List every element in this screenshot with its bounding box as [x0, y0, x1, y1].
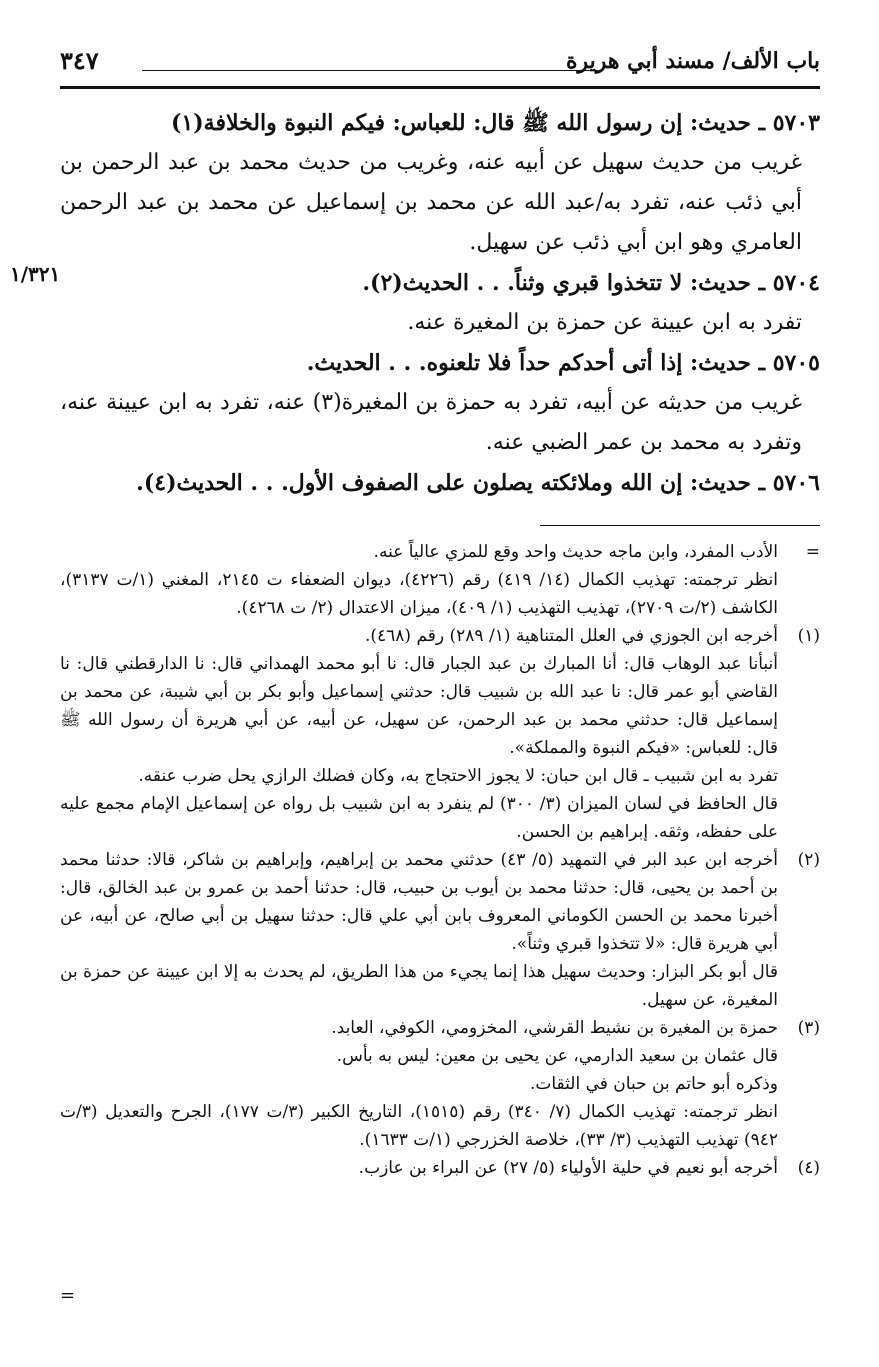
footnote-paragraph: أخرجه ابن عبد البر في التمهيد (٥/ ٤٣) حدثني محمد بن إبراهيم، وإبراهيم بن شاكر، قالا: حدثنا محمد بن أحمد بن يحيى، قال: حدثنا محمد بن أيوب بن حبيب، قال: حدثنا أحمد بن عمرو بن عبد الخالق، قال: أخبرنا محمد بن الحسن الكوماني المعروف بابن أبي علي قال: حدثنا سهيل بن أبي صالح، عن أبيه، عن أبي هريرة قال: «لا تتخذوا قبري وثناً».: [60, 850, 779, 954]
commentary-paragraph: تفرد به ابن عيينة عن حمزة بن المغيرة عنه.: [407, 310, 802, 335]
footnote-paragraph: حمزة بن المغيرة بن نشيط القرشي، المخزومي، الكوفي، العابد.: [331, 1018, 778, 1038]
footnote-mark: (٣): [797, 1018, 820, 1038]
footnote: [60, 1014, 820, 1154]
footnote-paragraph: قال الحافظ في لسان الميزان (٣/ ٣٠٠) لم ينفرد به ابن شبيب بل رواه عن إسماعيل الإمام مجمع عليه على حفظه، وثقه. إبراهيم بن الحسن.: [60, 794, 778, 842]
footnote: [60, 846, 820, 1014]
page-number: ٣٤٧: [60, 46, 99, 75]
footnote-paragraph: الأدب المفرد، وابن ماجه حديث واحد وقع للمزي عالياً عنه.: [373, 542, 778, 562]
page-header: [60, 40, 820, 89]
commentary-paragraph: غريب من حديثه عن أبيه، تفرد به حمزة بن المغيرة(٣) عنه، تفرد به ابن عيينة عنه، وتفرد به محمد بن عمر الضبي عنه.: [60, 390, 802, 455]
footnote-mark: (٢): [797, 850, 820, 870]
hadith-heading: ٥٧٠٤ ـ حديث: لا تتخذوا قبري وثناً. . . الحديث(٢).: [362, 270, 820, 296]
main-text: [60, 103, 820, 503]
continuation-mark: =: [60, 1285, 76, 1306]
footnote-paragraph: تفرد به ابن شبيب ـ قال ابن حبان: لا يجوز الاحتجاج به، وكان فضلك الرازي يحل ضرب عنقه.: [138, 766, 778, 786]
footnote-paragraph: قال أبو بكر البزار: وحديث سهيل هذا إنما يجيء من هذا الطريق، لم يحدث به إلا ابن عيينة عن حمزة بن المغيرة، عن سهيل.: [60, 962, 778, 1010]
footnote-mark: =: [805, 542, 820, 562]
footnote-paragraph: وذكره أبو حاتم بن حبان في الثقات.: [529, 1074, 778, 1094]
footnote: [60, 1154, 820, 1182]
hadith-heading: ٥٧٠٣ ـ حديث: إن رسول الله ﷺ قال: للعباس: فيكم النبوة والخلافة(١): [170, 110, 820, 136]
footnote-paragraph: قال عثمان بن سعيد الدارمي، عن يحيى بن معين: ليس به بأس.: [336, 1046, 778, 1066]
hadith-heading: ٥٧٠٦ ـ حديث: إن الله وملائكته يصلون على الصفوف الأول. . . الحديث(٤).: [136, 470, 820, 496]
footnotes: [60, 538, 820, 1182]
header-rule: [142, 70, 598, 71]
footnote-mark: (١): [797, 626, 820, 646]
footnote-mark: (٤): [797, 1158, 820, 1178]
footnote-paragraph: أخرجه أبو نعيم في حلية الأولياء (٥/ ٢٧) عن البراء بن عازب.: [358, 1158, 778, 1178]
footnote-separator: [540, 525, 820, 526]
footnote-paragraph: انظر ترجمته: تهذيب الكمال (٧/ ٣٤٠) رقم (١٥١٥)، التاريخ الكبير (٣/ت ١٧٧)، الجرح والتعديل (٣/ت ٩٤٢) تهذيب التهذيب (٣/ ٣٣)، خلاصة الخزرجي (١/ت ١٦٣٣).: [60, 1102, 778, 1150]
footnote: [60, 538, 820, 622]
footnote-paragraph: انظر ترجمته: تهذيب الكمال (١٤/ ٤١٩) رقم (٤٢٢٦)، ديوان الضعفاء ت ٢١٤٥، المغني (١/ت ٣١٣٧)، الكاشف (٢/ت ٢٧٠٩)، تهذيب التهذيب (١/ ٤٠٩)، ميزان الاعتدال (٢/ ت ٤٢٦٨).: [60, 570, 779, 618]
commentary-paragraph: غريب من حديث سهيل عن أبيه عنه، وغريب من حديث محمد بن عبد الرحمن بن أبي ذئب عنه، تفرد به/عبد الله عن محمد بن إسماعيل عن محمد بن عبد الرحمن العامري وهو ابن أبي ذئب عن سهيل.: [60, 150, 802, 255]
running-title: باب الألف/ مسند أبي هريرة: [565, 48, 820, 74]
footnote-paragraph: أخرجه ابن الجوزي في العلل المتناهية (١/ ٢٨٩) رقم (٤٦٨).: [364, 626, 778, 646]
footnote-paragraph: أنبأنا عبد الوهاب قال: أنا المبارك بن عبد الجبار قال: نا أبو محمد الهمداني قال: نا الدارقطني قال: نا القاضي أبو عمر قال: نا عبد الله بن شبيب قال: حدثني إسماعيل وأبو بكر بن أبي شيبة، عن محمد بن إسماعيل قال: حدثني محمد بن عبد الرحمن، عن سهيل، عن أبيه، عن أبي هريرة أن رسول الله ﷺ قال: للعباس: «فيكم النبوة والمملكة».: [60, 654, 778, 758]
page: [10, 40, 820, 1340]
footnote: [60, 622, 820, 846]
hadith-heading: ٥٧٠٥ ـ حديث: إذا أتى أحدكم حداً فلا تلعنوه. . . الحديث.: [306, 350, 820, 376]
margin-note: ١/٣٢١: [10, 262, 61, 286]
